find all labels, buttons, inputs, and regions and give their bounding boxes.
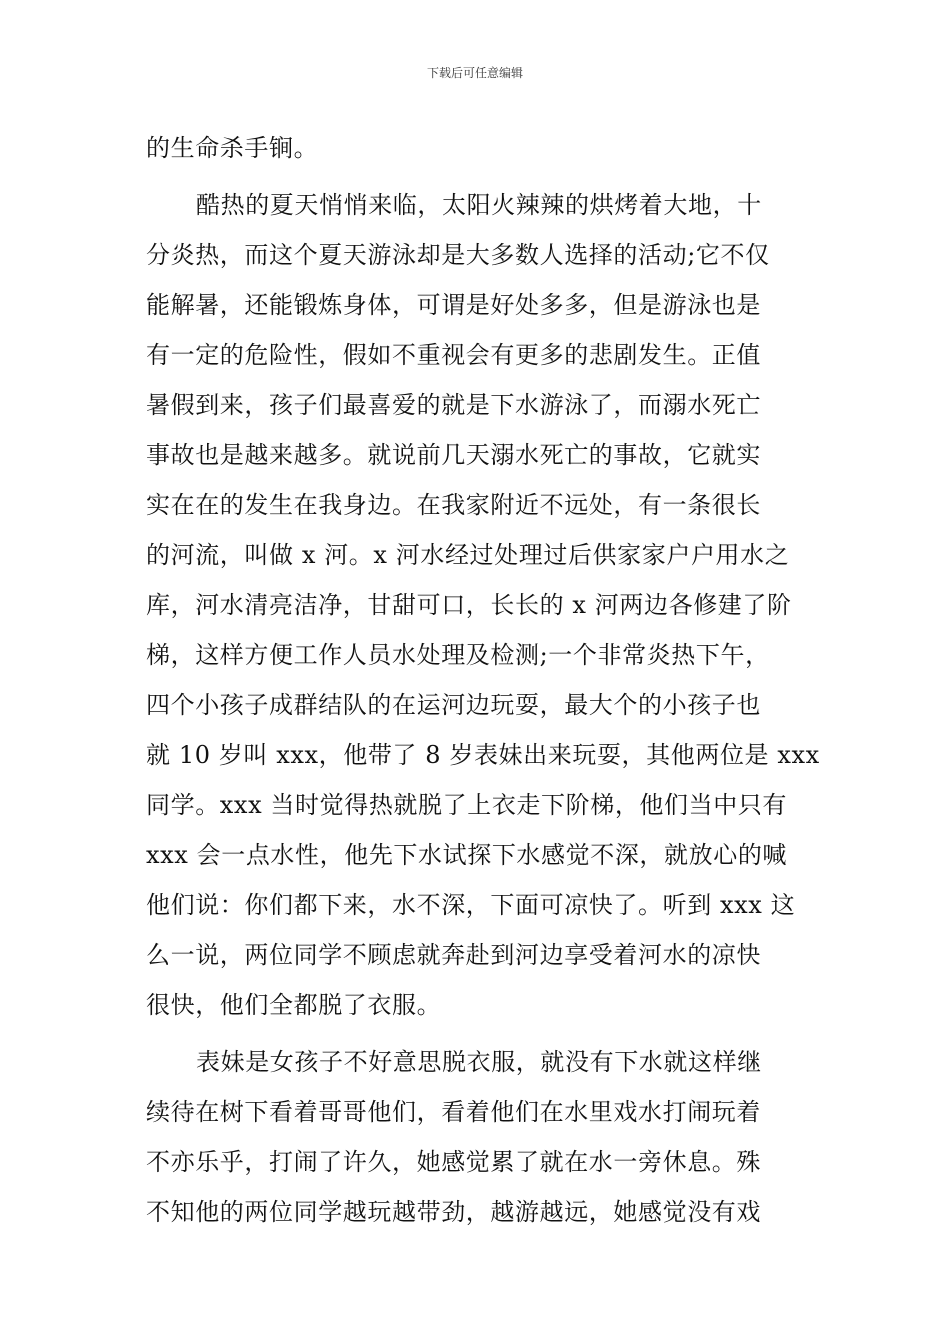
text-line: 不知他的两位同学越玩越带劲，越游越远，她感觉没有戏 bbox=[146, 1198, 761, 1226]
page-header: 下载后可任意编辑 bbox=[426, 66, 523, 80]
text-line: 他们说：你们都下来，水不深，下面可凉快了。听到 xxx 这 bbox=[146, 891, 796, 919]
text-line: 分炎热，而这个夏天游泳却是大多数人选择的活动;它不仅 bbox=[146, 241, 770, 269]
paragraph bbox=[146, 123, 816, 173]
text-line: 能解暑，还能锻炼身体，可谓是好处多多，但是游泳也是 bbox=[146, 291, 761, 319]
text-line: 的生命杀手锏。 bbox=[146, 134, 319, 162]
text-line: 就 10 岁叫 xxx，他带了 8 岁表妹出来玩耍，其他两位是 xxx bbox=[146, 741, 820, 769]
text-line: 很快，他们全都脱了衣服。 bbox=[146, 991, 442, 1019]
text-line: 实在在的发生在我身边。在我家附近不远处，有一条很长 bbox=[146, 491, 761, 519]
text-line: 不亦乐乎，打闹了许久，她感觉累了就在水一旁休息。殊 bbox=[146, 1148, 761, 1176]
text-line: 同学。xxx 当时觉得热就脱了上衣走下阶梯，他们当中只有 bbox=[146, 791, 788, 819]
text-line: 事故也是越来越多。就说前几天溺水死亡的事故，它就实 bbox=[146, 441, 761, 469]
text-line: 表妹是女孩子不好意思脱衣服，就没有下水就这样继 bbox=[196, 1048, 762, 1076]
text-line: 酷热的夏天悄悄来临，太阳火辣辣的烘烤着大地，十 bbox=[196, 191, 762, 219]
text-line: 有一定的危险性，假如不重视会有更多的悲剧发生。正值 bbox=[146, 341, 761, 369]
text-line: 四个小孩子成群结队的在运河边玩耍，最大个的小孩子也 bbox=[146, 691, 761, 719]
text-line: 库，河水清亮洁净，甘甜可口，长长的 x 河两边各修建了阶 bbox=[146, 591, 792, 619]
text-line: 暑假到来，孩子们最喜爱的就是下水游泳了，而溺水死亡 bbox=[146, 391, 761, 419]
text-line: 么一说，两位同学不顾虑就奔赴到河边享受着河水的凉快 bbox=[146, 941, 761, 969]
paragraph bbox=[146, 1037, 816, 1237]
text-line: xxx 会一点水性，他先下水试探下水感觉不深，就放心的喊 bbox=[146, 841, 788, 869]
document-body bbox=[146, 123, 820, 1237]
text-line: 的河流，叫做 x 河。x 河水经过处理过后供家家户户用水之 bbox=[146, 541, 790, 569]
paragraph bbox=[146, 180, 820, 1030]
text-line: 续待在树下看着哥哥他们，看着他们在水里戏水打闹玩着 bbox=[146, 1098, 761, 1126]
text-line: 梯，这样方便工作人员水处理及检测;一个非常炎热下午， bbox=[146, 641, 770, 669]
